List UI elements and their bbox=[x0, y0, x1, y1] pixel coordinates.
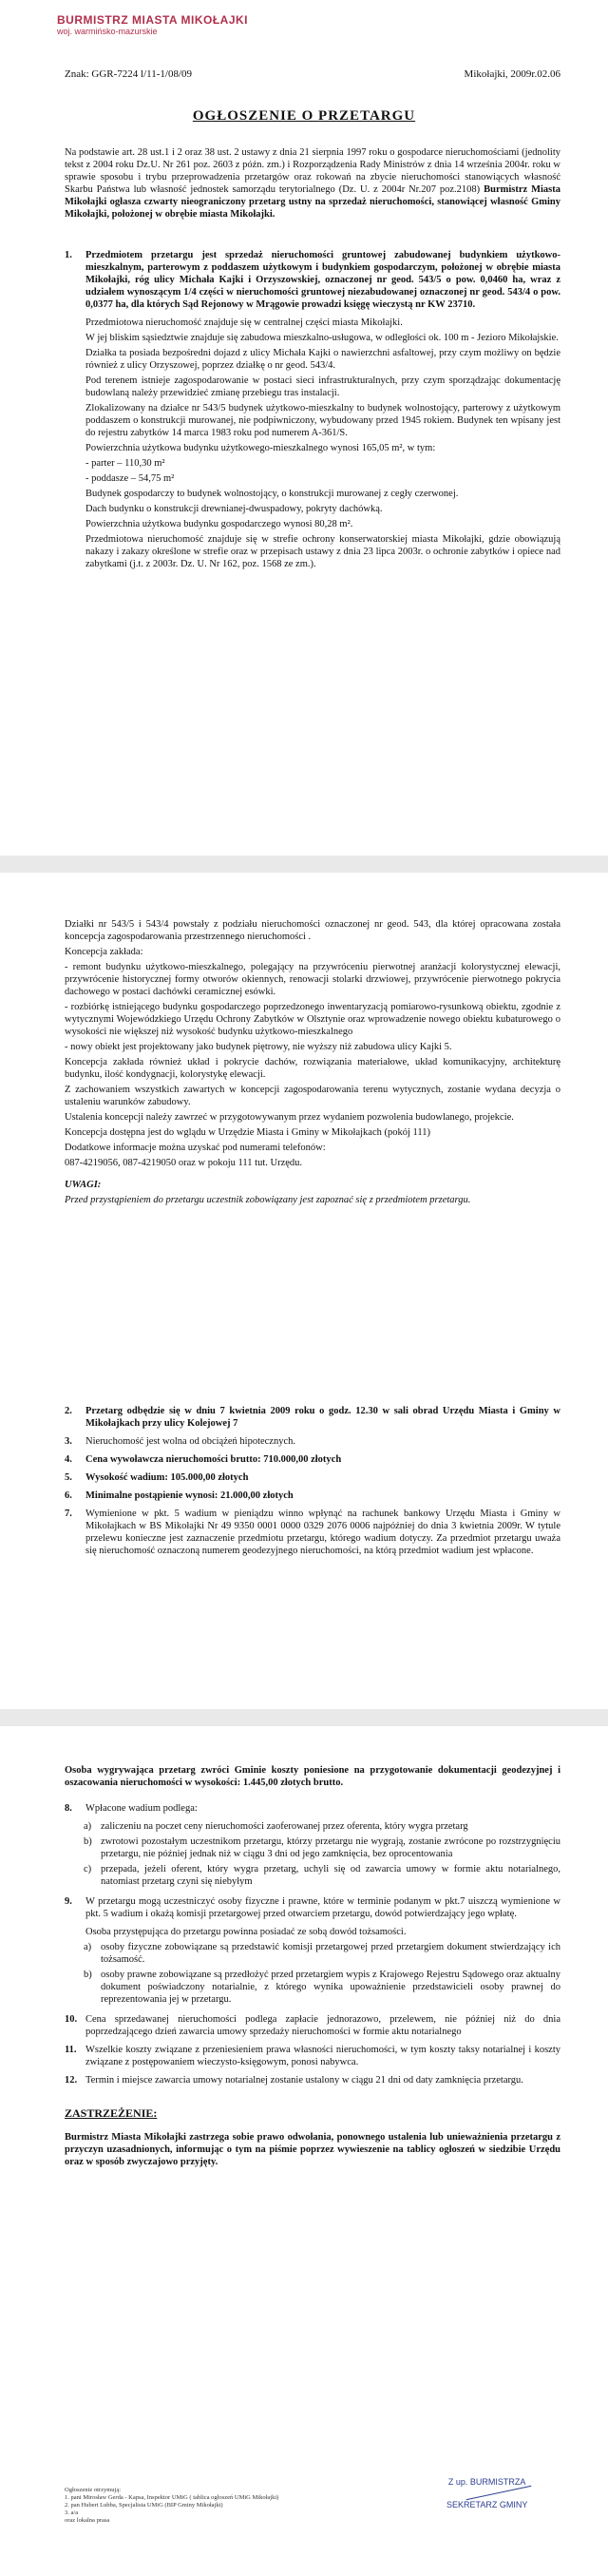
paragraph: Z zachowaniem wszystkich zawartych w koncepcji zagospodarowania terenu wytycznych, zostanie wydana decyzja o ustaleniu warunków zabudowy. bbox=[65, 1085, 560, 1107]
page-title: OGŁOSZENIE O PRZETARGU bbox=[192, 108, 416, 124]
intro-paragraph bbox=[65, 146, 560, 221]
paragraph: Przedmiotowa nieruchomość znajduje się w strefie ochrony konserwatorskiej miasta Mikołajki, gdzie obowiązują nakazy i zakazy określone w strefie oraz w przepisach ustawy z dnia 23 lipca 2003r. o ochronie zabytków i opiece nad zabytkami (j.t. z 2003r. Dz. U. Nr 162, poz. 1568 ze zm.). bbox=[86, 534, 560, 569]
reservation-label: ZASTRZEŻENIE: bbox=[65, 2106, 158, 2120]
intro-legal-basis: Na podstawie art. 28 ust.1 i 2 oraz 38 ust. 2 ustawy z dnia 21 sierpnia 1997 roku o gospodarce nieruchomościami (jednolity tekst z 2004 roku Dz.U. Nr 261 poz. 2603 z późn. zm.) i Rozporządzenia Rady Ministrów z dnia 14 września 2004r. roku w sprawie sposobu i trybu przeprowadzenia przetargów oraz rokowań na zbycie nieruchomości stanowiących własność Skarbu Państwa lub własność jednostek samorządu terytorialnego (Dz. U. z 2004r Nr.207 poz.2108) bbox=[65, 147, 560, 195]
seal-line-2: SEKRETARZ GMINY bbox=[446, 2500, 528, 2509]
paragraph: Dach budynku o konstrukcji drewnianej-dwuspadowy, pokryty dachówką. bbox=[86, 504, 383, 514]
item-text: Nieruchomość jest wolna od obciążeń hipotecznych. bbox=[86, 1436, 296, 1447]
item-text: Termin i miejsce zawarcia umowy notarialnej zostanie ustalony w ciągu 21 dni od daty zamknięcia przetargu. bbox=[86, 2075, 523, 2086]
numbered-item bbox=[65, 1405, 560, 1430]
numbered-item bbox=[84, 1969, 560, 2006]
paragraph: Przedmiotowa nieruchomość znajduje się w centralnej części miasta Mikołajki. bbox=[86, 317, 403, 328]
signature-seal bbox=[446, 2477, 527, 2509]
paragraph: Koncepcja zakłada również układ i pokrycie dachów, rozwiązania materiałowe, układ komunikacyjny, architekturę budynku, ilość kondygnacji, kolorystykę elewacji. bbox=[65, 1057, 560, 1080]
item-1 bbox=[65, 249, 560, 573]
item-number: 2. bbox=[65, 1406, 72, 1416]
paragraph: - poddasze – 54,75 m² bbox=[86, 473, 175, 484]
paragraph: Zlokalizowany na działce nr 543/5 budynek użytkowo-mieszkalny to budynek wolnostojący, parterowy z użytkowym poddaszem o konstrukcji murowanej, nie podpiwniczony, wybudowany przed 1945 rokiem. Budynek ten wpisany jest do rejestru zabytków 14 marca 1983 roku pod numerem A-361/S. bbox=[86, 403, 560, 438]
item-number: 12. bbox=[65, 2075, 78, 2086]
item-number: b) bbox=[84, 1836, 92, 1847]
item-text: Przetarg odbędzie się w dniu 7 kwietnia 2009 roku o godz. 12.30 w sali obrad Urzędu Miasta i Gminy w Mikołajkach przy ulicy Kolejowej 7 bbox=[86, 1406, 560, 1429]
seal-line-1: Z up. BURMISTRZA bbox=[447, 2477, 526, 2487]
item-1-description bbox=[65, 317, 560, 570]
paragraph: 087-4219056, 087-4219050 oraz w pokoju 111 tut. Urzędu. bbox=[65, 1158, 303, 1168]
item-text: zaliczeniu na poczet ceny nieruchomości zaoferowanej przez oferenta, który wygra przetarg bbox=[101, 1821, 468, 1832]
stamp-line-1: BURMISTRZ MIASTA MIKOŁAJKI bbox=[57, 13, 248, 27]
item-text: Minimalne postąpienie wynosi: 21.000,00 złotych bbox=[86, 1490, 294, 1501]
terms-list bbox=[65, 1405, 560, 1563]
paragraph: Działka ta posiada bezpośredni dojazd z ulicy Michała Kajki o nawierzchni asfaltowej, przy czym możliwy on będzie również z ulicy Orzyszowej, poprzez działkę o nr geod. 543/4. bbox=[86, 348, 560, 371]
distribution-line: 2. pan Hubert Lubba, Specjalista UMiG (BIP Gminy Mikołajki) bbox=[65, 2502, 223, 2509]
terms-list-continued bbox=[65, 2013, 560, 2086]
concept-paragraphs bbox=[65, 918, 560, 1169]
item-text: osoby fizyczne zobowiązane są przedstawić komisji przetargowej przed przetargiem dokument stwierdzający ich tożsamość. bbox=[101, 1942, 560, 1965]
item-9-intro: W przetargu mogą uczestniczyć osoby fizyczne i prawne, które w terminie podanym w pkt.7 uiszczą wymienione w pkt. 5 wadium i okażą komisji przetargowej przed otwarciem przetargu, dowód potwierdzający jego wpłatę. bbox=[86, 1896, 560, 1919]
distribution-list bbox=[65, 2487, 278, 2525]
page-3-content bbox=[65, 1764, 560, 2171]
item-8-subitems bbox=[65, 1820, 560, 1888]
intro-block bbox=[65, 146, 560, 223]
item-text: Wymienione w pkt. 5 wadium w pieniądzu winno wpłynąć na rachunek bankowy Urzędu Miasta i Gminy w Mikołajkach w BS Mikołajki Nr 49 9350 0001 0000 0329 2076 0006 najpóźniej do dnia 3 kwietnia 2009r. W tytule przelewu konieczne jest zaznaczenie przedmiotu przetargu, którego wadium dotyczy. Za przedmiot przetargu uważa się nieruchomość oznaczoną numerem geodezyjnego nieruchomości, na którą przedmiot wadium jest wpłacone. bbox=[86, 1509, 560, 1556]
notes-label: UWAGI: bbox=[65, 1180, 102, 1190]
paragraph: - parter – 110,30 m² bbox=[86, 458, 165, 469]
page-3 bbox=[0, 1726, 608, 2576]
paragraph: Koncepcja dostępna jest do wglądu w Urzędzie Miasta i Gminy w Mikołajkach (pokój 111) bbox=[65, 1127, 430, 1138]
paragraph: - remont budynku użytkowo-mieszkalnego, polegający na przywróceniu pierwotnej aranżacji kolorystycznej elewacji, przywrócenie historycznej formy otworów okiennych, renowacji stolarki drzwiowej, przywrócenie pierwotnego pokrycia dachowego w postaci dachówki ceramicznej esówki. bbox=[65, 962, 560, 997]
numbered-item bbox=[65, 1453, 560, 1466]
paragraph: - nowy obiekt jest projektowany jako budynek piętrowy, nie wyższy niż zabudowa ulicy Kajki 5. bbox=[65, 1042, 452, 1052]
numbered-item bbox=[65, 2074, 560, 2086]
paragraph: Powierzchnia użytkowa budynku użytkowego-mieszkalnego wynosi 165,05 m², w tym: bbox=[86, 443, 436, 453]
item-number: 1. bbox=[65, 250, 72, 260]
item-text: Wszelkie koszty związane z przeniesieniem prawa własności nieruchomości, w tym koszty taksy notarialnej i koszty związane z postępowaniem wieczysto-księgowym, ponosi nabywca. bbox=[86, 2045, 560, 2067]
item-number: 6. bbox=[65, 1490, 72, 1501]
item-number: 3. bbox=[65, 1436, 72, 1447]
reservation-text: Burmistrz Miasta Mikołajki zastrzega sobie prawo odwołania, ponownego ustalenia lub unieważnienia przetargu z przyczyn uzasadnionych, informując o tym na piśmie poprzez wywieszenie na tablicy ogłoszeń w siedzibie Urzędu oraz w sposób zwyczajowo przyjęty. bbox=[65, 2132, 560, 2167]
numbered-item bbox=[84, 1820, 560, 1833]
item-9-id-note: Osoba przystępująca do przetargu powinna posiadać ze sobą dowód tożsamości. bbox=[86, 1927, 407, 1937]
item-number: c) bbox=[84, 1864, 92, 1874]
paragraph: Dodatkowe informacje można uzyskać pod numerami telefonów: bbox=[65, 1143, 326, 1153]
costs-paragraph: Osoba wygrywająca przetarg zwróci Gminie koszty poniesione na przygotowanie dokumentacji geodezyjnej i oszacowania nieruchomości w wysokości: 1.445,00 złotych brutto. bbox=[65, 1765, 560, 1788]
signature-stroke bbox=[466, 2486, 532, 2501]
numbered-item bbox=[84, 1863, 560, 1888]
numbered-item bbox=[65, 1490, 560, 1502]
item-number: 5. bbox=[65, 1472, 72, 1483]
distribution-line: oraz lokalna prasa bbox=[65, 2517, 110, 2524]
paragraph: - rozbiórkę istniejącego budynku gospodarczego poprzedzonego inwentaryzacją pomiarowo-rysunkową obiektu, zgodnie z wytycznymi Wojewódzkiego Urzędu Ochrony Zabytków w Olsztynie oraz wprowadzenie nowego obiektu kubaturowego o wysokości nie większej niż wysokość budynku użytkowo-mieszkalnego bbox=[65, 1002, 560, 1037]
numbered-item bbox=[65, 2044, 560, 2068]
item-text: Wysokość wadium: 105.000,00 złotych bbox=[86, 1472, 249, 1483]
distribution-line: 1. pani Mirosław Gerda - Kapsa, Inspektor UMiG ( tablica ogłoszeń UMiG Mikołajki) bbox=[65, 2494, 279, 2501]
paragraph: W jej bliskim sąsiedztwie znajduje się zabudowa mieszkalno-usługowa, w odległości ok. 100 m - Jezioro Mikołajskie. bbox=[86, 333, 559, 343]
paragraph: Działki nr 543/5 i 543/4 powstały z podziału nieruchomości oznaczonej nr geod. 543, dla której opracowana została koncepcja zagospodarowania przestrzennego nieruchomości . bbox=[65, 919, 560, 942]
reference-number: Znak: GGR-7224 l/11-1/08/09 bbox=[65, 68, 193, 80]
item-number: b) bbox=[84, 1970, 92, 1980]
item-number: a) bbox=[84, 1942, 92, 1952]
item-number: 7. bbox=[65, 1509, 72, 1519]
item-number: 4. bbox=[65, 1454, 72, 1465]
stamp-line-2: woj. warmińsko-mazurskie bbox=[57, 27, 158, 36]
item-text: Cena sprzedawanej nieruchomości podlega zapłacie jednorazowo, przelewem, nie później niż do dnia poprzedzającego dzień zawarcia umowy sprzedaży nieruchomości w formie aktu notarialnego bbox=[86, 2014, 560, 2037]
distribution-line: 3. a/a bbox=[65, 2509, 79, 2516]
numbered-item bbox=[65, 1508, 560, 1557]
office-stamp bbox=[57, 13, 248, 36]
item-number: 10. bbox=[65, 2014, 78, 2025]
item-text: zwrotowi pozostałym uczestnikom przetargu, którzy przetargu nie wygrają, zostanie zwrócone po rozstrzygnięciu przetargu, nie później jednak niż w ciągu 3 dni od jego zamknięcia, bez oprocentowania bbox=[101, 1836, 560, 1859]
paragraph: Ustalenia koncepcji należy zawrzeć w przygotowywanym przez wydaniem pozwolenia budowlanego, projekcie. bbox=[65, 1112, 514, 1123]
notes-text: Przed przystąpieniem do przetargu uczestnik zobowiązany jest zapoznać się z przedmiotem przetargu. bbox=[65, 1195, 471, 1205]
page-2 bbox=[0, 873, 608, 1709]
item-text: Cena wywoławcza nieruchomości brutto: 710.000,00 złotych bbox=[86, 1454, 342, 1465]
item-text: przepada, jeżeli oferent, który wygra przetarg, uchyli się od zawarcia umowy w formie aktu notarialnego, natomiast przetarg czyni się niebyłym bbox=[101, 1864, 560, 1887]
numbered-item bbox=[65, 2013, 560, 2038]
item-8-intro: Wpłacone wadium podlega: bbox=[86, 1803, 198, 1814]
item-text: osoby prawne zobowiązane są przedłożyć przed przetargiem wypis z Krajowego Rejestru Sądowego oraz aktualny dokument poświadczony notarialnie, z którego wynika upoważnienie przedstawicieli osoby prawnej do reprezentowania jej w przetargu. bbox=[101, 1970, 560, 2005]
numbered-item bbox=[65, 1471, 560, 1484]
paragraph: Powierzchnia użytkowa budynku gospodarczego wynosi 80,28 m². bbox=[86, 519, 353, 529]
paragraph: Pod terenem istnieje zagospodarowanie w postaci sieci infrastrukturalnych, przy czym sporządzając dokumentację budowlaną należy przewidzieć zmianę przebiegu tras instalacji. bbox=[86, 375, 560, 398]
numbered-item bbox=[84, 1941, 560, 1966]
intro-announcement: Burmistrz Miasta Mikołajki ogłasza czwarty nieograniczony przetarg ustny na sprzedaż nieruchomości, stanowiącej własność Gminy Mikołajki, położonej w obrębie miasta Mikołajki. bbox=[65, 184, 561, 220]
item-1-subject: Przedmiotem przetargu jest sprzedaż nieruchomości gruntowej zabudowanej budynkiem użytkowo-mieszkalnym, parterowym z poddaszem użytkowym i budynkiem gospodarczym, położonej w obrębie miasta Mikołajki, róg ulicy Michała Kajki i Orzyszowskiej, oznaczonej nr geod. 543/5 o pow. 0,0460 ha, wraz z udziałem wynoszącym 1/4 części w nieruchomości gruntowej niezabudowanej oznaczonej nr geod. 543/4 o pow. 0,0377 ha, dla których Sąd Rejonowy w Mrągowie prowadzi księgę wieczystą nr KW 23710. bbox=[86, 250, 560, 310]
distribution-line: Ogłoszenie otrzymują: bbox=[65, 2487, 122, 2493]
document-date: Mikołajki, 2009r.02.06 bbox=[464, 68, 560, 80]
paragraph: Koncepcja zakłada: bbox=[65, 947, 143, 957]
item-number: 9. bbox=[65, 1896, 72, 1907]
numbered-item bbox=[84, 1836, 560, 1860]
item-number: 11. bbox=[65, 2045, 77, 2055]
paragraph: Budynek gospodarczy to budynek wolnostojący, o konstrukcji murowanej z cegły czerwonej. bbox=[86, 489, 459, 499]
item-9-subitems bbox=[65, 1941, 560, 2006]
item-number: 8. bbox=[65, 1803, 72, 1814]
concept-block bbox=[65, 918, 560, 1209]
item-number: a) bbox=[84, 1821, 92, 1832]
numbered-item bbox=[65, 1435, 560, 1448]
page-1 bbox=[0, 0, 608, 855]
